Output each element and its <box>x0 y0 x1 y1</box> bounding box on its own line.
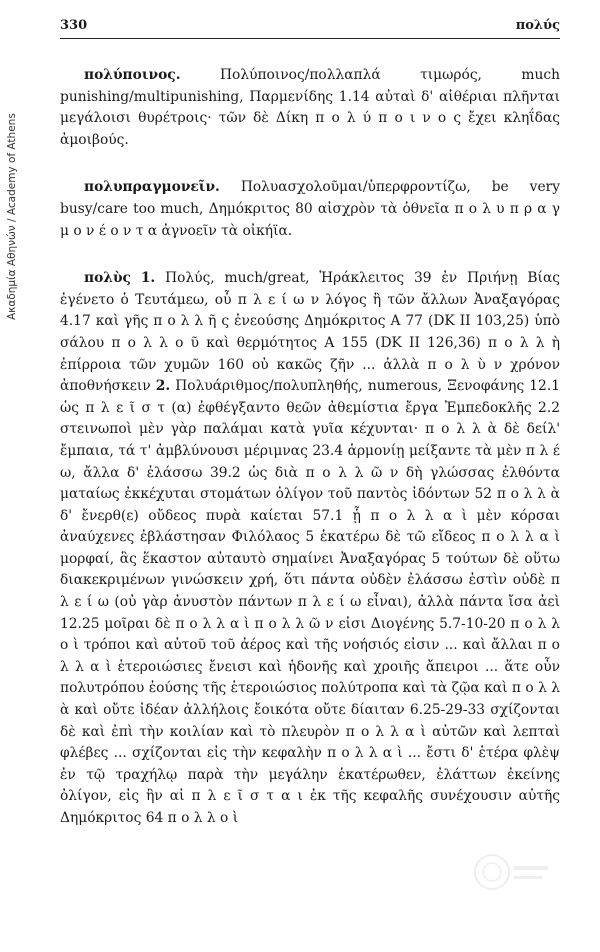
entry-body-sense-2: Πολυάριθμος/πολυπληθής, numerous, Ξενοφάνης 12.1 ὡς π λ ε ῖ σ τ (α) ἐφθέγξαντο θεῶν ἀθεμίστια ἔργα Ἐμπεδοκλῆς 2.2 στεινωποὶ μὲν γὰρ παλάμαι κατὰ γυῖα κέχυνται· π ο λ λ ὰ δὲ δείλ' ἔμπαια, τά τ' ἀμβλύνουσι μέριμνας 23.4 ἁρμονίῃ μείξαντε τὰ μὲν π λ έ ω, ἄλλα δ' ἐλάσσω 39.2 ὡς διὰ π ο λ λ ῶ ν δὴ γλώσσας ἐλθόντα ματαίως ἐκκέχυται στομάτων ὀλίγον τοῦ παντὸς ἰδόντων 52 π ο λ λ ὰ δ' ἔνερθ(ε) οὔδεος πυρὰ καίεται 57.1 ᾗ π ο λ λ α ὶ μὲν κόρσαι ἀναύχενες ἐβλάστησαν Φιλόλαος 5 ἑκατέρω δὲ τῶ εἴδεος π ο λ λ α ὶ μορφαί, ἃς ἕκαστον αὐταυτὸ σημαίνει Ἀναξαγόρας 5 τούτων δὲ οὕτω διακεκριμένων γινώσκειν χρή, ὅτι πάντα οὐδὲν ἐλάσσω ἐστὶν οὐδὲ π λ ε ί ω (οὐ γὰρ ἀνυστὸν πάντων π λ ε ί ω εἶναι), ἀλλὰ πάντα ἴσα ἀεὶ 12.25 μοῖραι δὲ π ο λ λ α ὶ π ο λ λ ῶ ν εἰσι Διογένης 5.7-10-20 π ο λ λ ο ὶ τρόποι καὶ αὐτοῦ τοῦ ἀέρος καὶ τῆς νοήσιός εἰσιν ... καὶ ἄλλαι π ο λ λ α ὶ ἑτεροιώσιες ἔνεισι καὶ ἡδονῆς καὶ χροιῆς ἄπειροι ... ἅτε οὖν πολυτρόπου ἐούσης τῆς ἑτεροιώσιος πολύτροπα καὶ τὰ ζῷα καὶ π ο λ λ ὰ καὶ οὔτε ἰδέαν ἀλλήλοις ἔοικότα οὔτε δίαιταν 6.25-29-33 σχίζονται δὲ καὶ ἐπὶ τὴν κοιλίαν καὶ τὸ πλευρὸν π ο λ λ α ὶ αὐτῶν καὶ λεπταὶ φλέβες ... σχίζονται εἰς τὴν κεφαλὴν π ο λ λ α ὶ ... ἔστι δ' ἑτέρα φλὲψ ἐν τῷ τραχήλῳ παρὰ τὴν μεγάλην ἑκατέρωθεν, ἐλάττων ἐκείνης ὀλίγον, εἰς ἣν αἱ π λ ε ῖ σ τ α ι ἐκ τῆς κεφαλῆς συνέχουσιν αὐτῆς Δημόκριτος 64 π ο λ λ ο ὶ <box>60 378 560 826</box>
entry-lemma: πολυπραγμονεῖν. <box>84 179 220 196</box>
entry-body: Πολυασχολοῦμαι/ὑπερφροντίζω, be very busy/care too much, Δημόκριτος 80 αἰσχρὸν τὰ ὀθνεῖα π ο λ υ π ρ α γ μ ο ν έ ο ν τ α ἀγνοεῖν τὰ οἰκήϊα. <box>60 179 560 239</box>
sense-number-1: 1. <box>140 270 156 287</box>
page-number: 330 <box>60 18 88 33</box>
entry-lemma: πολύποινος. <box>84 67 181 83</box>
entry-polypragmonein <box>60 177 560 242</box>
academy-seal-watermark <box>472 852 552 892</box>
entry-text <box>60 65 560 151</box>
side-label <box>6 20 20 320</box>
sense-number-2: 2. <box>155 378 171 395</box>
page <box>60 18 560 830</box>
entry-body: Πολύποινος/πολλαπλά τιμωρός, much punishing/multipunishing, Παρμενίδης 1.14 αὐταὶ δ' αἰθέριαι πλῆνται μεγάλοισι θυρέτροις· τῶν δὲ Δίκη π ο λ ύ π ο ι ν ο ς ἔχει κληΐδας ἀμοιβούς. <box>60 67 560 148</box>
entry-polys <box>60 268 560 829</box>
entry-lemma: πολὺς <box>84 270 131 287</box>
entry-polypoinos <box>60 65 560 151</box>
entry-body-sense-1: Πολύς, much/great, Ἡράκλειτος 39 ἐν Πριήνῃ Βίας ἐγένετο ὁ Τευτάμεω, οὗ π λ ε ί ω ν λόγος ἢ τῶν ἄλλων Ἀναξαγόρας 4.17 καὶ γῆς π ο λ λ ῆ ς ἐνεούσης Δημόκριτος Α 77 (DK II 103,25) ὑπὸ σάλου π ο λ λ ο ῦ καὶ θερμότητος Α 155 (DK II 126,36) π ο λ λ ὴ ἐπίρροια τῶν χυμῶν 160 οὐ κακῶς ζῆν ... ἀλλὰ π ο λ ὺ ν χρόνον ἀποθνήσκειν <box>60 270 560 395</box>
running-head <box>60 18 560 39</box>
entry-text <box>60 177 560 242</box>
side-label-text: Ακαδημία Αθηνών / Academy of Athens <box>6 113 18 320</box>
running-headword: πολύς <box>515 18 560 33</box>
entry-text <box>60 268 560 829</box>
